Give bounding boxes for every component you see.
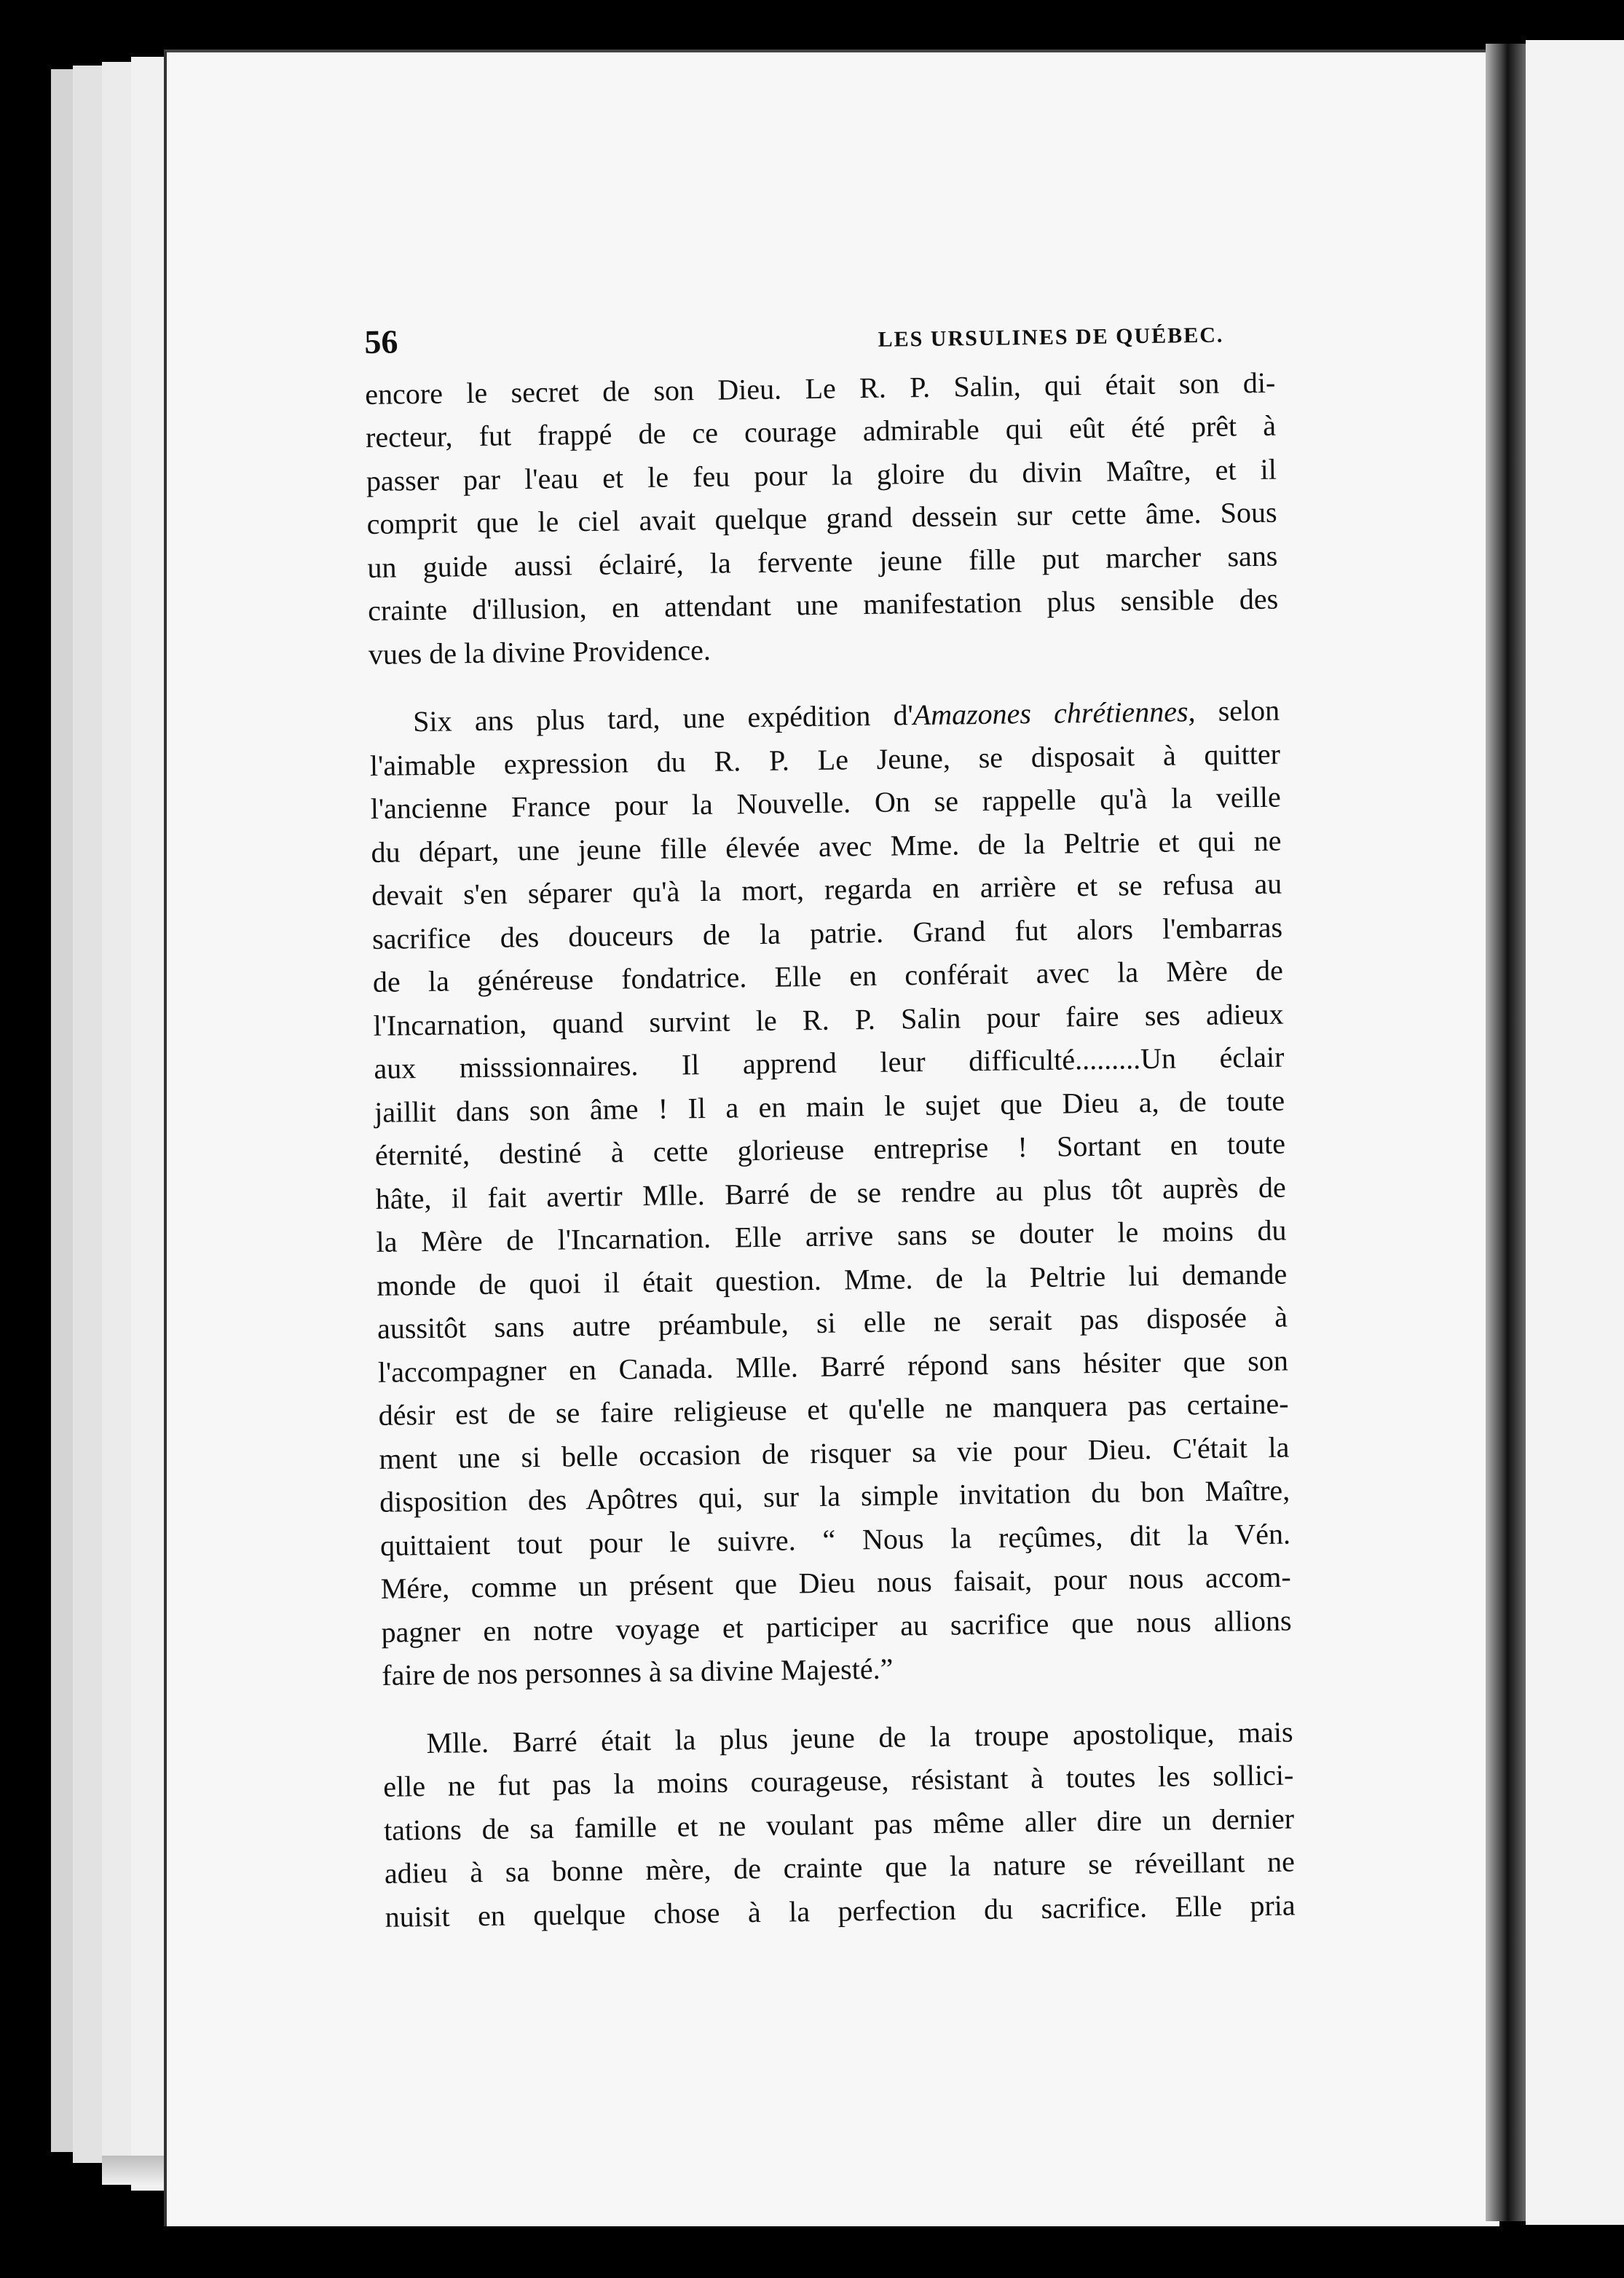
text-line: Mére, comme un présent que Dieu nous faisait, pour nous accom- bbox=[380, 1560, 1291, 1605]
italic-phrase: Amazones chrétiennes, bbox=[912, 695, 1196, 732]
page-number: 56 bbox=[364, 323, 398, 360]
text-line: un guide aussi éclairé, la fervente jeune fille put marcher sans bbox=[367, 539, 1278, 584]
text-line: l'Incarnation, quand survint le R. P. Salin pour faire ses adieux bbox=[373, 997, 1284, 1042]
text-line: passer par l'eau et le feu pour la gloire du divin Maître, et il bbox=[366, 452, 1277, 497]
paragraph-1 bbox=[365, 360, 1279, 676]
paragraph-2 bbox=[369, 689, 1293, 1698]
text-line: disposition des Apôtres qui, sur la simple invitation du bon Maître, bbox=[379, 1473, 1290, 1518]
text-line: Mlle. Barré était la plus jeune de la troupe apostolique, mais bbox=[426, 1714, 1293, 1759]
text-line: l'aimable expression du R. P. Le Jeune, se disposait à quitter bbox=[369, 737, 1281, 782]
text-line: monde de quoi il était question. Mme. de la Peltrie lui demande bbox=[377, 1257, 1288, 1302]
text-line: pagner en notre voyage et participer au sacrifice que nous allions bbox=[381, 1603, 1292, 1649]
facing-page bbox=[1526, 40, 1624, 2225]
text-line: de la généreuse fondatrice. Elle en conférait avec la Mère de bbox=[372, 953, 1284, 998]
text-line: vues de la divine Providence. bbox=[368, 633, 712, 671]
text-line: encore le secret de son Dieu. Le R. P. Salin, qui était son di- bbox=[365, 366, 1276, 411]
text-line: désir est de se faire religieuse et qu'elle ne manquera pas certaine- bbox=[378, 1387, 1289, 1432]
text-line: sacrifice des douceurs de la patrie. Grand fut alors l'embarras bbox=[371, 910, 1283, 955]
text-line: devait s'en séparer qu'à la mort, regarda en arrière et se refusa au bbox=[371, 867, 1282, 912]
text-line: la Mère de l'Incarnation. Elle arrive sans se douter le moins du bbox=[376, 1213, 1287, 1258]
text-line: quittaient tout pour le suivre. “ Nous la reçûmes, dit la Vén. bbox=[379, 1516, 1291, 1562]
text-line: faire de nos personnes à sa divine Majesté.” bbox=[382, 1652, 894, 1692]
text-line: aux misssionnaires. Il apprend leur difficulté.........Un éclair bbox=[374, 1040, 1285, 1085]
text-line: hâte, il fait avertir Mlle. Barré de se rendre au plus tôt auprès de bbox=[375, 1170, 1286, 1215]
text-line: tations de sa famille et ne voulant pas même aller dire un dernier bbox=[383, 1801, 1295, 1847]
text-line: jaillit dans son âme ! Il a en main le sujet que Dieu a, de toute bbox=[374, 1084, 1285, 1129]
text-line: aussitôt sans autre préambule, si elle ne serait pas disposée à bbox=[377, 1300, 1288, 1345]
text-line: nuisit en quelque chose à la perfection du sacrifice. Elle pria bbox=[385, 1888, 1296, 1934]
text-line: elle ne fut pas la moins courageuse, résistant à toutes les sollici- bbox=[383, 1758, 1294, 1803]
text-run: Six ans plus tard, une expédition d' bbox=[412, 698, 914, 738]
text-line: adieu à sa bonne mère, de crainte que la nature se réveillant ne bbox=[384, 1845, 1296, 1890]
text-line: éternité, destiné à cette glorieuse entreprise ! Sortant en toute bbox=[374, 1127, 1286, 1172]
text-line: ment une si belle occasion de risquer sa vie pour Dieu. C'était la bbox=[379, 1430, 1290, 1475]
text-run: selon bbox=[1195, 693, 1280, 728]
text-line: l'ancienne France pour la Nouvelle. On se rappelle qu'à la veille bbox=[370, 780, 1281, 825]
text-line: crainte d'illusion, en attendant une manifestation plus sensible des bbox=[367, 582, 1279, 627]
page-text bbox=[364, 309, 1296, 1939]
text-line: recteur, fut frappé de ce courage admirable qui eût été prêt à bbox=[365, 409, 1277, 454]
text-line: du départ, une jeune fille élevée avec Mme. de la Peltrie et qui ne bbox=[371, 824, 1282, 869]
running-head: LES URSULINES DE QUÉBEC. bbox=[878, 323, 1224, 352]
paragraph-3 bbox=[382, 1710, 1296, 1939]
book-gutter bbox=[1486, 44, 1526, 2221]
text-line: l'accompagner en Canada. Mlle. Barré répond sans hésiter que son bbox=[377, 1344, 1289, 1389]
text-line: comprit que le ciel avait quelque grand dessein sur cette âme. Sous bbox=[366, 495, 1277, 540]
